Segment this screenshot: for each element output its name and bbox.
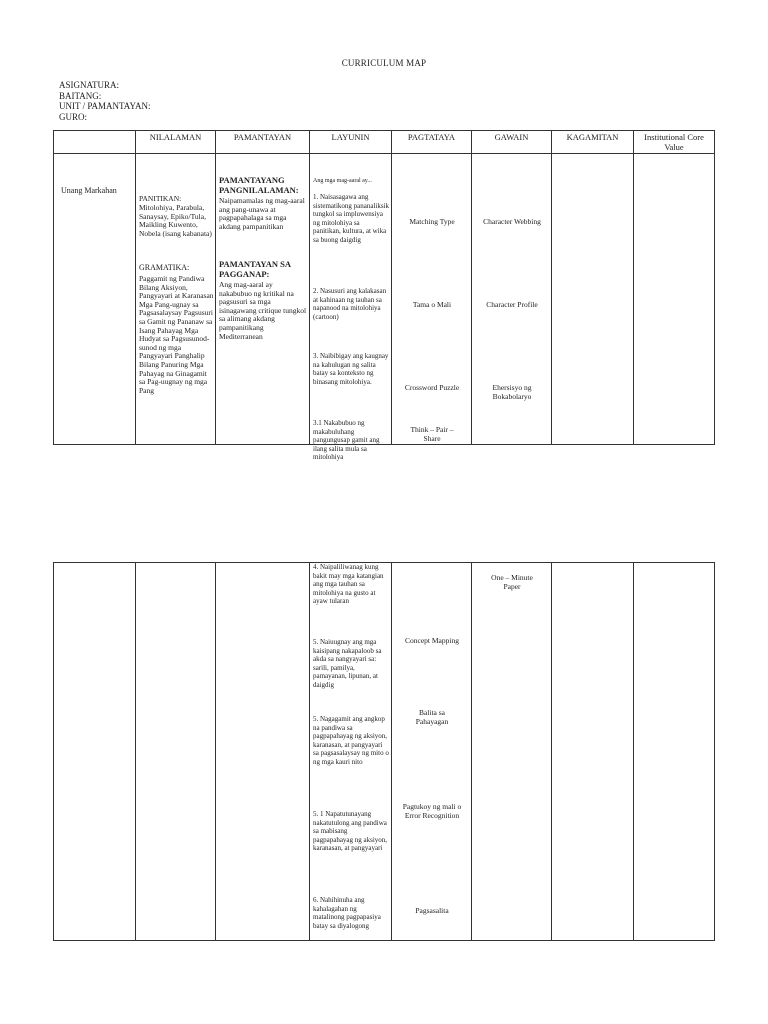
- table-row: [54, 154, 715, 445]
- nilalaman-cell: [136, 563, 216, 941]
- pagtataya-item: Balita sa Pahayagan: [415, 708, 449, 726]
- layunin-intro: Ang mga mag-aaral ay...: [313, 178, 372, 184]
- pagtataya-item: Think – Pair – Share: [410, 425, 454, 443]
- quarter-cell: [54, 154, 136, 445]
- layunin-cell: [310, 154, 392, 461]
- baitang-label: BAITANG:: [59, 90, 102, 101]
- kagamitan-cell: [552, 154, 634, 445]
- pamantayan-cell: [216, 154, 310, 445]
- header-kagamitan: KAGAMITAN: [552, 131, 634, 154]
- panitikan-label: PANITIKAN:: [139, 194, 182, 203]
- pagtataya-item: Pagsasalita: [415, 906, 449, 915]
- nilalaman-cell: [136, 154, 216, 445]
- pagtataya-cell: [392, 154, 472, 445]
- document-meta: [59, 80, 150, 122]
- layunin-4: 4. Naipaliliwanag kung bakit may mga katangian ang mga tauhan sa mitolohiya na gusto at ayaw tularan: [313, 563, 384, 605]
- gawain-cell: [472, 154, 552, 445]
- pagtataya-item: Tama o Mali: [412, 300, 452, 309]
- guro-label: GURO:: [59, 111, 88, 122]
- gawain-cell: [472, 563, 552, 941]
- table-header-row: [54, 131, 715, 154]
- pagtataya-item: Concept Mapping: [405, 636, 459, 645]
- curriculum-table-1: [53, 130, 715, 461]
- pagtataya-item: Pagtukoy ng mali o Error Recognition: [402, 802, 462, 820]
- pamantayan-cell: [216, 563, 310, 941]
- gawain-item: Character Profile: [486, 300, 538, 309]
- pagtataya-cell: [392, 563, 472, 941]
- gramatika-label: GRAMATIKA:: [139, 263, 190, 272]
- layunin-1: 1. Naisasagawa ang sistematikong pananaliksik tungkol sa impluwensiya ng mitolohiya sa panitikan, kultura, at wika sa buong daigdig: [313, 193, 390, 244]
- pamantayan-sa-pagganap-text: Ang mag-aaral ay nakabubuo ng kritikal na pagsusuri sa mga isinagawang critique tungkol sa alimang akdang pampanitikang Mediterranean: [219, 280, 307, 341]
- pagtataya-item: Crossword Puzzle: [404, 383, 460, 392]
- layunin-5a: 5. Naiuugnay ang mga kaisipang nakapaloob sa akda sa nangyayari sa: sarili, pamilya, pamayanan, lipunan, at daigdig: [313, 638, 382, 689]
- gramatika-text: Paggamit ng Pandiwa Bilang Aksiyon, Pangyayari at Karanasan Mga Pang-ugnay sa Pagsasalaysay Pagsusuri sa Gamit ng Pananaw sa Isang Pahayag Mga Hudyat sa Pagsusunod-sunod ng mga Pangyayari Panghalip Bilang Panuring Mga Pahayag na Ginagamit sa Pag-uugnay ng mga Pang: [139, 274, 214, 395]
- gawain-item: One – Minute Paper: [491, 573, 533, 591]
- header-gawain: GAWAIN: [472, 131, 552, 154]
- quarter-label: Unang Markahan: [61, 186, 117, 195]
- core-value-cell: [634, 563, 715, 941]
- header-nilalaman: NILALAMAN: [136, 131, 216, 154]
- asignatura-label: ASIGNATURA:: [59, 80, 120, 90]
- curriculum-table-2: [53, 562, 715, 941]
- layunin-cell: [310, 563, 392, 941]
- pamantayang-pangnilalaman-text: Naipamamalas ng mag-aaral ang pang-unawa at pagpapahalaga sa mga akdang pampanitikan: [219, 196, 305, 231]
- layunin-6: 6. Nahihinuha ang kahalagahan ng matalinong pagpapasiya batay sa diyalogong: [313, 896, 381, 930]
- header-layunin: LAYUNIN: [310, 131, 392, 154]
- unit-label: UNIT / PAMANTAYAN:: [59, 101, 151, 111]
- header-core-value: Institutional Core Value: [634, 131, 715, 154]
- table-row: [54, 563, 715, 941]
- pamantayang-pangnilalaman-label: PAMANTAYANG PANGNILALAMAN:: [219, 175, 299, 195]
- pamantayan-sa-pagganap-label: PAMANTAYAN SA PAGGANAP:: [219, 259, 291, 279]
- kagamitan-cell: [552, 563, 634, 941]
- layunin-3: 3. Naibibigay ang kaugnay na kahulugan ng salita batay sa konteksto ng binasang mitolohiya.: [313, 352, 389, 386]
- gawain-item: Ehersisyo ng Bokabolaryo: [492, 383, 532, 401]
- layunin-5-1: 5. 1 Napatutunayang nakatutulong ang pandiwa sa mabisang pagpapahayag ng aksiyon, karanasan, at pangyayari: [313, 810, 388, 852]
- layunin-2: 2. Nasusuri ang kalakasan at kahinaan ng tauhan sa napanood na mitolohiya (cartoon): [313, 287, 387, 321]
- header-pamantayan: PAMANTAYAN: [216, 131, 310, 154]
- panitikan-text: Mitolohiya, Parabula, Sanaysay, Epiko/Tula, Maikling Kuwento, Nobela (isang kabanata): [139, 203, 212, 238]
- page-title: CURRICULUM MAP: [341, 58, 427, 68]
- layunin-3-1: 3.1 Nakabubuo ng makabuluhang pangungusap gamit ang ilang salita mula sa mitolohiya: [313, 419, 380, 461]
- layunin-5b: 5. Nagagamit ang angkop na pandiwa sa pagpapahayag ng aksiyon, karanasan, at pangyayari sa pagsasalaysay ng mito o ng mga kauri nito: [313, 715, 389, 766]
- header-cell-blank: [54, 131, 136, 154]
- quarter-cell: [54, 563, 136, 941]
- header-pagtataya: PAGTATAYA: [392, 131, 472, 154]
- pagtataya-item: Matching Type: [409, 217, 455, 226]
- core-value-cell: [634, 154, 715, 445]
- gawain-item: Character Webbing: [483, 217, 541, 226]
